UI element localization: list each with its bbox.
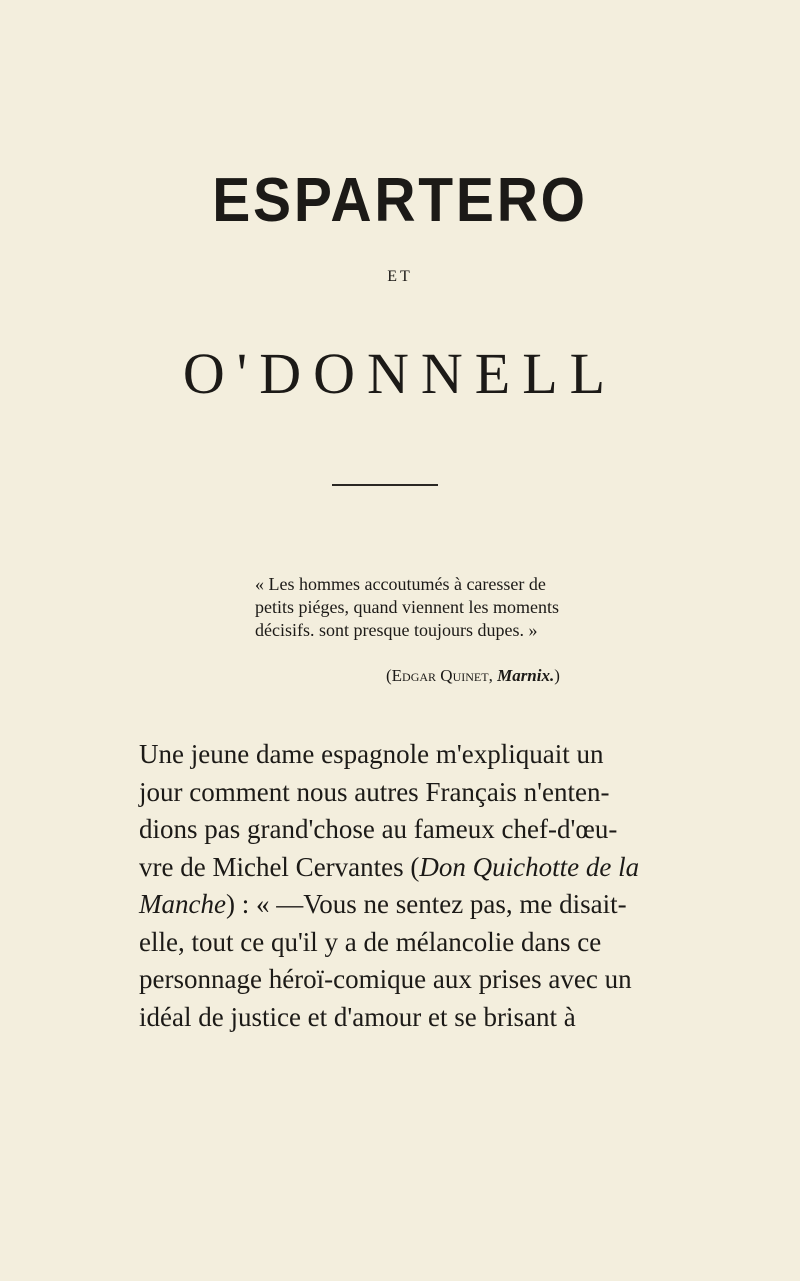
epigraph-attribution — [386, 666, 560, 686]
title-espartero: ESPARTERO — [212, 166, 588, 235]
body-line: idéal de justice et d'amour et se brisant à — [139, 1001, 576, 1032]
italic-title-text: Don Quichotte de la — [419, 851, 640, 882]
body-line: jour comment nous autres Français n'enten- — [139, 776, 610, 807]
body-line: Une jeune dame espagnole m'expliquait un — [139, 739, 604, 769]
epigraph — [247, 573, 677, 642]
body-line: elle, tout ce qu'il y a de mélancolie dans ce — [139, 926, 602, 957]
attribution-close-paren: ) — [554, 666, 560, 685]
attribution-work: Marnix. — [497, 666, 555, 685]
title-odonnell: O'DONNELL — [182, 341, 618, 406]
attribution-open-paren: ( — [386, 666, 392, 685]
body-line: personnage héroï-comique aux prises avec un — [139, 964, 632, 994]
body-paragraph — [139, 736, 679, 1036]
title-conjunction: ET — [387, 268, 413, 285]
body-line — [139, 849, 679, 887]
italic-title-text: Manche — [139, 889, 226, 919]
section-divider — [332, 484, 438, 486]
body-line — [139, 886, 679, 924]
body-line-text: vre de Michel Cervantes ( — [139, 851, 420, 882]
body-line-text: ) : « —Vous ne sentez pas, me disait- — [225, 889, 627, 919]
epigraph-line: petits piéges, quand viennent les moments — [255, 597, 559, 617]
epigraph-line: « Les hommes accoutumés à caresser de — [255, 574, 546, 594]
epigraph-line: décisifs. sont presque toujours dupes. » — [255, 620, 538, 640]
body-line: dions pas grand'chose au fameux chef-d'œu- — [139, 814, 618, 844]
attribution-author: Edgar Quinet, — [391, 666, 493, 685]
